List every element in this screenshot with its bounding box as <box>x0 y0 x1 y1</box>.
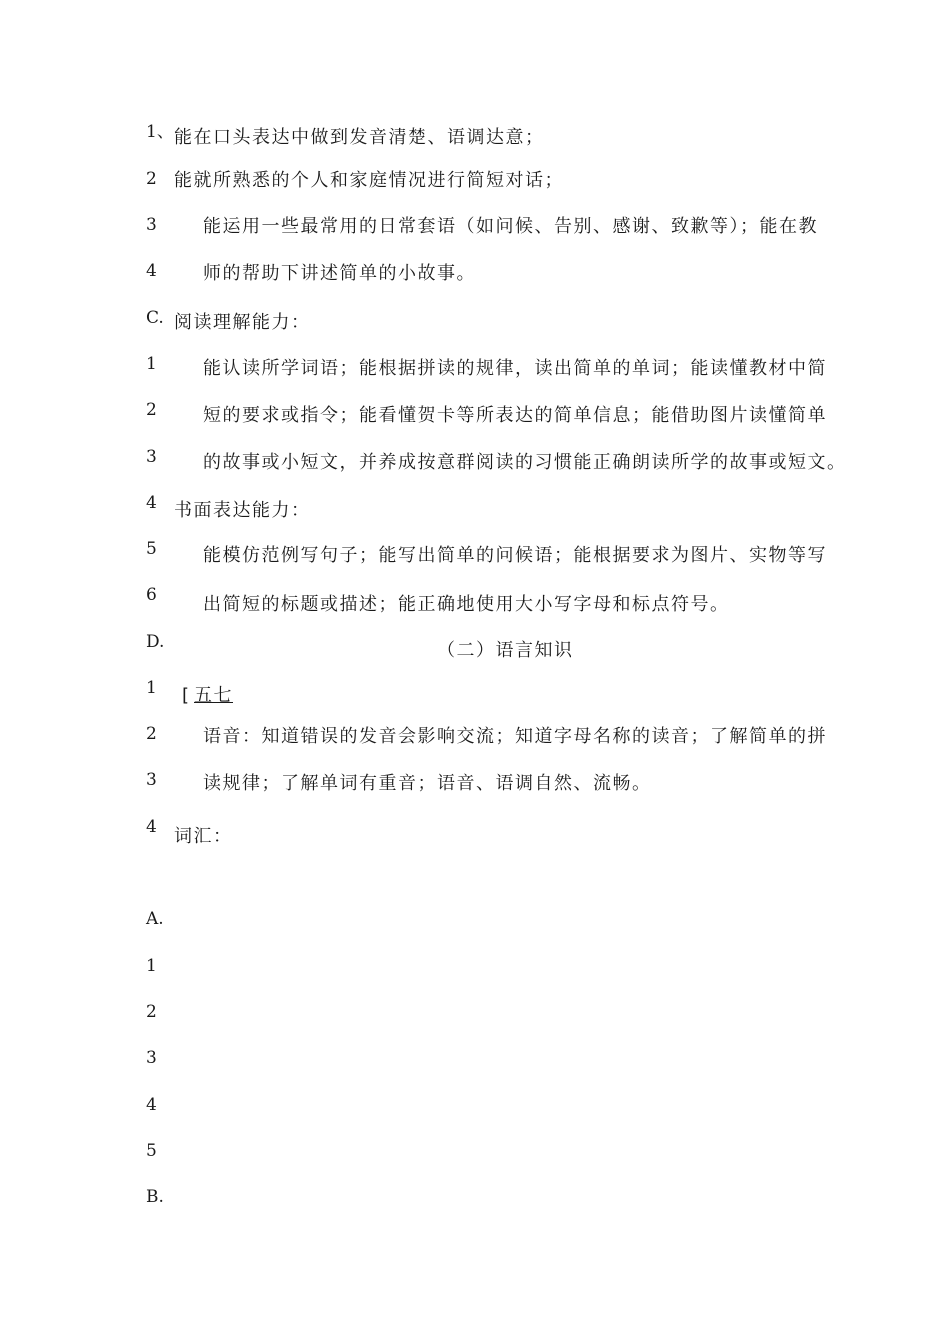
marker-2d: 2 <box>146 1002 157 1022</box>
text-line: 短的要求或指令；能看懂贺卡等所表达的简单信息；能借助图片读懂简单 <box>203 405 827 426</box>
marker-a: A. <box>146 909 164 929</box>
text-line: 能模仿范例写句子；能写出简单的问候语；能根据要求为图片、实物等写 <box>203 545 827 566</box>
marker-6b: 6 <box>146 585 157 605</box>
section-title: （二）语言知识 <box>437 640 574 661</box>
section-heading: 阅读理解能力： <box>174 312 311 333</box>
marker-b: B. <box>146 1187 164 1207</box>
text-line: 能在口头表达中做到发音清楚、语调达意； <box>174 127 545 148</box>
text-line: 能运用一些最常用的日常套语（如问候、告别、感谢、致歉等）；能在教 <box>203 216 818 237</box>
marker-2b: 2 <box>146 400 157 420</box>
text-line: 师的帮助下讲述简单的小故事。 <box>203 263 476 284</box>
marker-3d: 3 <box>146 1048 157 1068</box>
marker-5d: 5 <box>146 1141 157 1161</box>
marker-3b: 3 <box>146 447 157 467</box>
marker-1d: 1 <box>146 956 157 976</box>
marker-3: 3 <box>146 215 157 235</box>
underlined-text: 五七 <box>194 685 233 706</box>
marker-c: C. <box>146 308 164 328</box>
marker-2c: 2 <box>146 724 157 744</box>
marker-1b: 1 <box>146 354 157 374</box>
marker-4d: 4 <box>146 1095 157 1115</box>
marker-d: D. <box>146 632 165 652</box>
section-heading: 书面表达能力： <box>174 500 311 521</box>
marker-2: 2 <box>146 169 157 189</box>
marker-4: 4 <box>146 261 157 281</box>
text-line: 能就所熟悉的个人和家庭情况进行简短对话； <box>174 170 564 191</box>
text-line: 能认读所学词语；能根据拼读的规律，读出简单的单词；能读懂教材中简 <box>203 358 827 379</box>
text-line: 语音：知道错误的发音会影响交流；知道字母名称的读音；了解简单的拼 <box>203 726 827 747</box>
marker-4b: 4 <box>146 493 157 513</box>
marker-3c: 3 <box>146 770 157 790</box>
text-line: 读规律；了解单词有重音；语音、语调自然、流畅。 <box>203 773 652 794</box>
text-line: 出简短的标题或描述；能正确地使用大小写字母和标点符号。 <box>203 594 730 615</box>
marker-4c: 4 <box>146 817 157 837</box>
section-heading: 词汇： <box>174 826 233 847</box>
bracket-mark: [ <box>182 685 191 706</box>
marker-5b: 5 <box>146 539 157 559</box>
marker-1c: 1 <box>146 678 157 698</box>
marker-1: 1、 <box>146 122 174 142</box>
text-line: 的故事或小短文，并养成按意群阅读的习惯能正确朗读所学的故事或短文。 <box>203 452 847 473</box>
